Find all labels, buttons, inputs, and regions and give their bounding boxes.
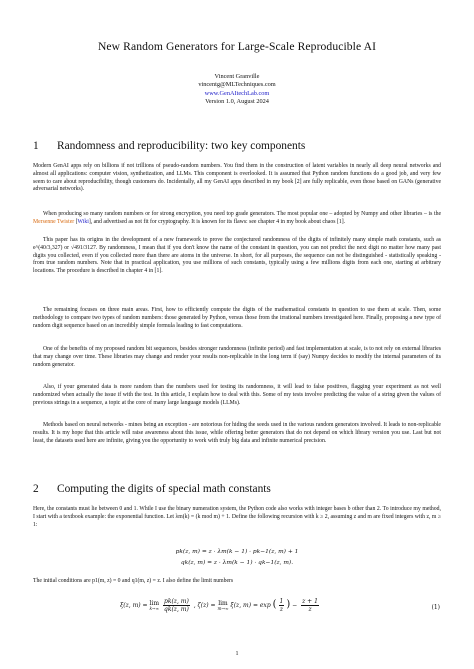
section-2-paragraph-2: The initial conditions are p1(m, z) = 0 and q1(m, z) = z. I also define the limit numbers — [33, 578, 234, 584]
section-1-heading — [33, 140, 305, 152]
section-1-paragraph-4: The remaining focuses on three main areas. First, how to efficiently compute the digits of the mathematical constants in question to use them at scale. Then, some methodology to compare two types of random numbers: those generated by Python, versus those from the irrational numbers investigated here. Finally, proposing a new type of random digit sequence based on an incredibly simple formula leading to fast computations. — [33, 307, 441, 329]
section-1-paragraph-6: Also, if your generated data is more random than the numbers used for testing its randomness, it will lead to false positives, flagging your experiment as not well randomized when actually the issue if with the test. In this article, I explain how to deal with this. Some of my tests involve predicting the value of a string given the values of previous strings in a sequence, a topic at the core of many large language models (LLMs). — [33, 384, 441, 406]
section-title: Randomness and reproducibility: two key components — [57, 140, 306, 152]
fraction: $\frac{pk(z, m)}{qk(z, m)}$ — [163, 598, 189, 613]
section-number: 1 — [33, 140, 39, 152]
fraction: $\frac{z + 1}{z}$ — [302, 598, 318, 613]
section-1-paragraph-2: When producing so many random numbers or for strong encryption, you need top grade generators. The most popular one – adopted by Numpy and other libraries – is the Mersenne Twister [Wiki], and advertised as not fit for cryptography. It is known for its flaws: see chapter 4 in my book about chaos [1]. — [33, 211, 441, 225]
author-name: Vincent Granville — [214, 73, 260, 80]
section-1-paragraph-5: One of the benefits of my proposed random bit sequences, besides stronger randomness (infinite period) and fast implementation at scale, is to not rely on external libraries that may change over time. These libraries may change and render your results non-replicable in the long term if (say) Numpy decides to modify the internal parameters of its random generator. — [33, 346, 441, 368]
limit-operator: lim k→∞ — [149, 600, 160, 611]
paper-title: New Random Generators for Large-Scale Reproducible AI — [97, 40, 377, 53]
page-number: 1 — [235, 651, 239, 657]
fraction: $\frac{1}{z}$ — [279, 598, 284, 613]
author-email: vincentg@MLTechniques.com — [198, 81, 276, 89]
equation-q-recursion: qk(z, m) = z · λm(k − 1) · qk−1(z, m). — [180, 560, 294, 566]
section-title: Computing the digits of special math constants — [57, 483, 271, 495]
version-line: Version 1.0, August 2024 — [205, 98, 269, 106]
section-number: 2 — [33, 483, 39, 495]
mersenne-twister-link[interactable]: Mersenne Twister — [33, 218, 75, 225]
section-1-paragraph-3: This paper has its origins in the development of a new framework to prove the conjectured randomness of the digits of infinitely many simple math constants, such as e^(40/3,327) or √491/3127. By randomness, I mean that if you don't know the name of the constant in question, you can not predict the next digit no matter how many past digits you collected, even if you collected more than there are atoms in the universe. In short, for all purposes, the sequence can not be distinguished - statistically speaking - from true random numbers. Note that in practical application, you use millions of such constants, typically using a few millions digits from each one, starting at arbitrary locations. The procedure is described in chapter 4 in [1]. — [33, 237, 441, 274]
author-block — [0, 73, 474, 107]
section-2-paragraph-1: Here, the constants must lie between 0 and 1. While I use the binary numeration system, the Python code also works with integer bases b other than 2. To introduce my method, I start with a textbook example: the exponential function. Let λm(k) = (k mod m) + 1. Define the following recursion with k ≥ 2, assuming z and m are fixed integers with z, m ≥ 1: — [33, 506, 441, 528]
author-website-link[interactable]: www.GenAItechLab.com — [204, 89, 270, 97]
equation-p-recursion: pk(z, m) = z · λm(k − 1) · pk−1(z, m) + 1 — [175, 549, 299, 555]
section-1-paragraph-7: Methods based on neural networks - mines being an exception - are notorious for hiding the seeds used in the various random generators involved. It leads to non-replicable results. It is my hope that this article will raise awareness about this issue, while offering better generators that do not depend on which library version you use. Last but not least, the datasets used here are infinite, giving you the opportunity to work with truly big data and infinite numerical precision. — [33, 422, 441, 444]
wiki-link[interactable]: Wiki — [77, 218, 89, 225]
section-1-paragraph-1: Modern GenAI apps rely on billions if not trillions of pseudo-random numbers. You find them in the construction of latent variables in nearly all deep neural networks and almost all applications: computer vision, synthetization, and LLMs. This component is overlooked. It is assumed that Python random functions do a good job, and very few seem to care about reproducibility, though customers do. Incidentally, all my GenAI apps described in my book [2] are fully replicable, even those based on GANs (generative adversarial networks). — [33, 163, 441, 193]
limit-operator: lim m→∞ — [217, 600, 229, 611]
equation-1: ξ(z, m) = lim k→∞ $\frac{pk(z, m)}{qk(z, m)}$ , ζ(z) = lim m→∞ ξ(z, m) = exp ( $\frac{1}{z}$ ) − $\frac{z + 1}{z}$ (1) — [120, 598, 440, 613]
section-2-heading — [33, 483, 271, 495]
equation-number: (1) — [431, 604, 440, 611]
